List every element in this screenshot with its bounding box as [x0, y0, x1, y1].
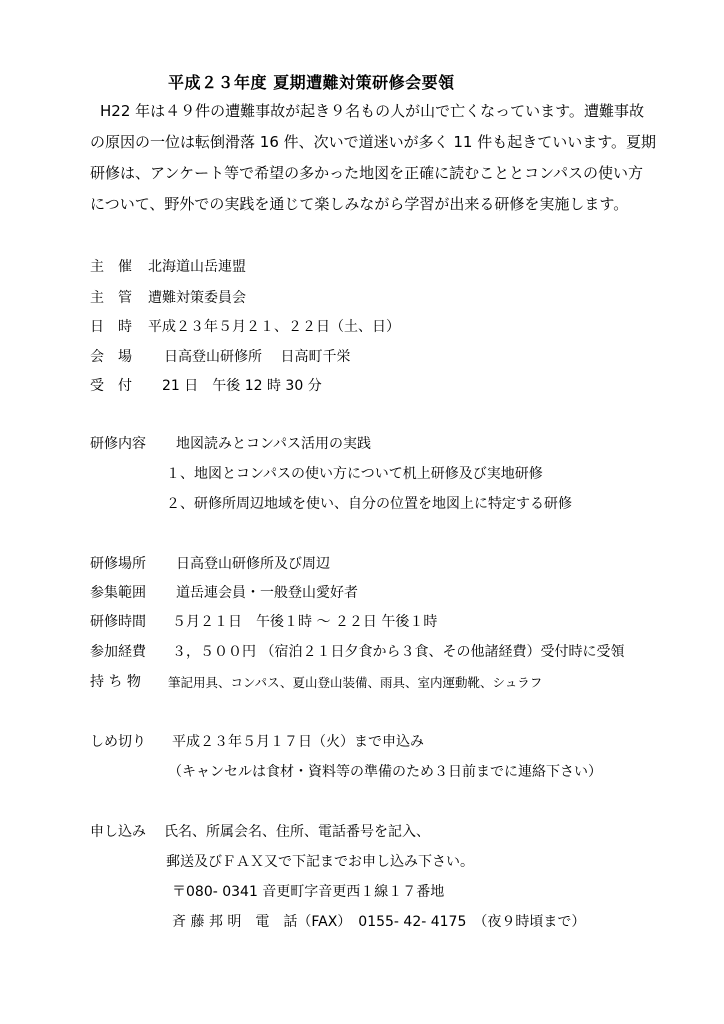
reception-value: 21 日 午後 12 時 30 分: [162, 378, 322, 394]
manager-label: 主 管: [90, 290, 132, 306]
intro-paragraph: [90, 96, 690, 220]
content-item-2: ２、研修所周辺地域を使い、自分の位置を地図上に特定する研修: [166, 496, 572, 512]
deadline-label: しめ切り: [90, 734, 146, 750]
host-value: 北海道山岳連盟: [148, 259, 246, 275]
content-item-1: １、地図とコンパスの使い方について机上研修及び実地研修: [166, 466, 543, 482]
apply-contact: 斉 藤 邦 明 電 話（FAX） 0155- 42- 4175 （夜９時頃まで）: [172, 914, 586, 930]
fee-label: 参加経費: [90, 644, 146, 660]
venue-label: 会 場: [90, 349, 132, 365]
time-value: ５月２１日 午後１時 ～ ２２日 午後１時: [172, 614, 438, 630]
intro-line-1: H22 年は４９件の遭難事故が起き９名もの人が山で亡くなっています。遭難事故: [100, 102, 644, 120]
apply-address: 〒080- 0341 音更町字音更西１線１７番地: [172, 884, 445, 900]
intro-line-2: の原因の一位は転倒滑落 16 件、次いで道迷いが多く 11 件も起きていいます。夏期: [90, 133, 657, 151]
intro-line-3: 研修は、アンケート等で希望の多かった地図を正確に読むこととコンパスの使い方: [90, 164, 644, 182]
items-value: 筆記用具、コンパス、夏山登山装備、雨具、室内運動靴、シュラフ: [168, 675, 543, 690]
apply-label: 申し込み: [90, 824, 146, 840]
manager-value: 遭難対策委員会: [148, 290, 246, 306]
datetime-label: 日 時: [90, 319, 132, 335]
deadline-value: 平成２３年５月１７日（火）まで申込み: [172, 734, 424, 750]
items-label: 持 ち 物: [90, 674, 141, 690]
apply-line-2: 郵送及びＦＡＸ又で下記までお申し込み下さい。: [166, 854, 474, 870]
reception-label: 受 付: [90, 378, 132, 394]
datetime-value: 平成２３年５月２１、２２日（土、日）: [148, 319, 400, 335]
venue-value: 日高登山研修所 日高町千栄: [164, 349, 351, 365]
place-value: 日高登山研修所及び周辺: [176, 556, 330, 572]
fee-value: ３，５００円 （宿泊２１日夕食から３食、その他諸経費）受付時に受領: [172, 644, 625, 660]
deadline-note: （キャンセルは食材・資料等の準備のため３日前までに連絡下さい）: [168, 764, 602, 780]
intro-line-4: について、野外での実践を通じて楽しみながら学習が出来る研修を実施します。: [90, 195, 629, 213]
content-value: 地図読みとコンパス活用の実践: [176, 436, 372, 452]
apply-value: 氏名、所属会名、住所、電話番号を記入、: [164, 824, 430, 840]
host-label: 主 催: [90, 259, 132, 275]
content-label: 研修内容: [90, 436, 146, 452]
scope-value: 道岳連会員・一般登山愛好者: [176, 585, 358, 601]
place-label: 研修場所: [90, 556, 146, 572]
scope-label: 参集範囲: [90, 585, 146, 601]
time-label: 研修時間: [90, 614, 146, 630]
document-title: 平成２３年度 夏期遭難対策研修会要領: [168, 73, 455, 92]
